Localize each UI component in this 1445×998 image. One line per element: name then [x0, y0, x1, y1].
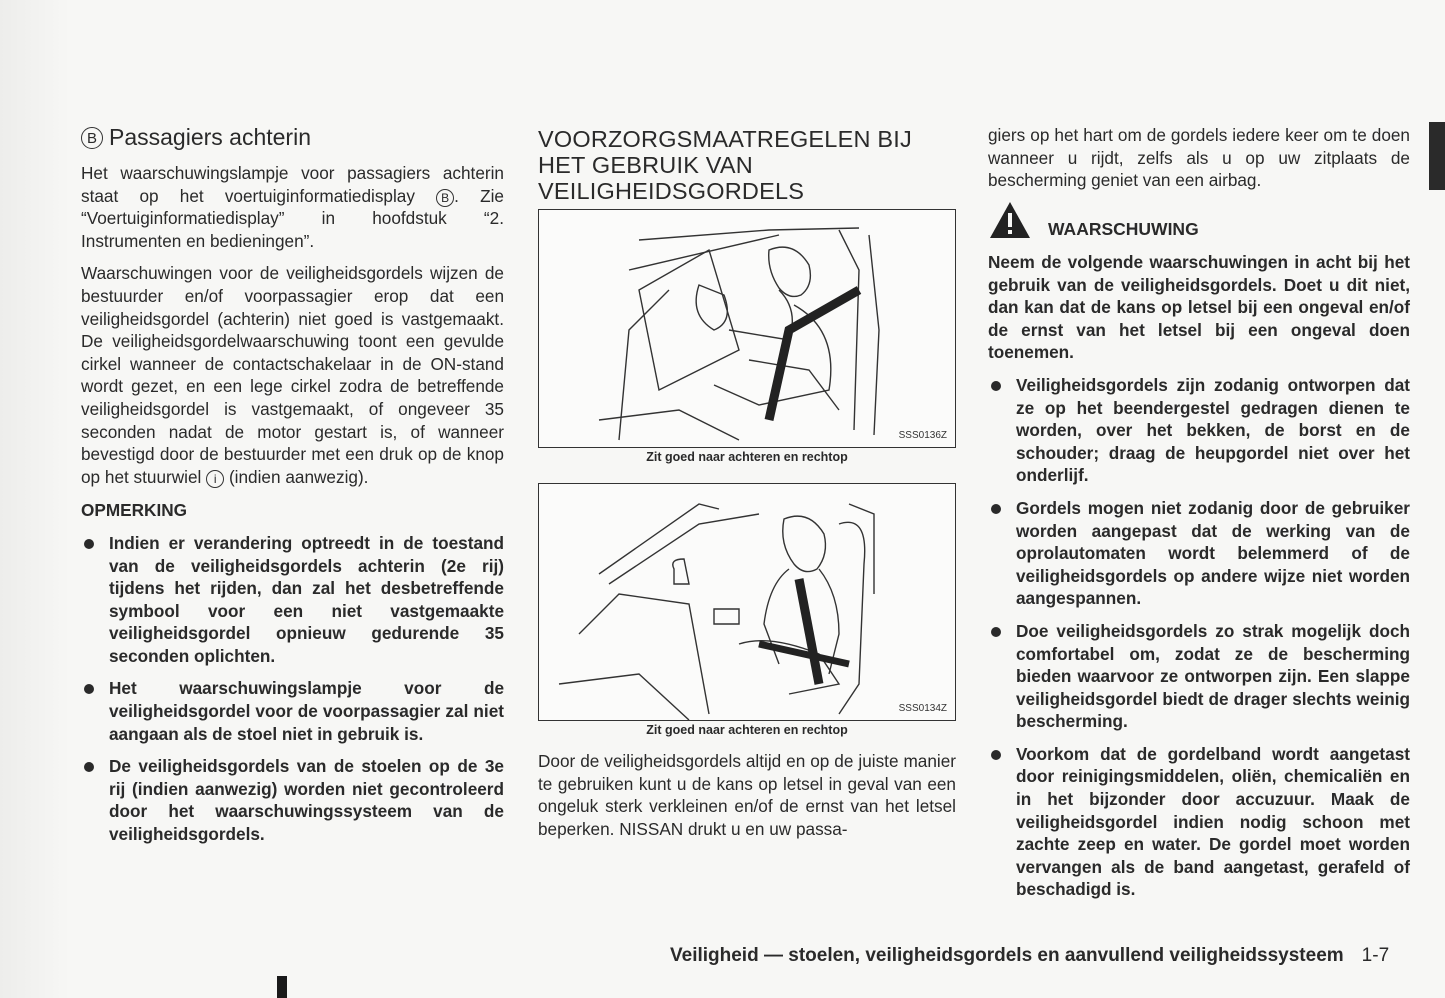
list-item: Het waarschuwingslampje voor de veiligheidsgordel voor de voorpassagier zal niet aangaan als de stoel niet in gebruik is.	[81, 677, 504, 745]
list-item: Veiligheidsgordels zijn zodanig ontworpen dat ze op het beendergestel gedragen dienen te worden, over het bekken, de borst en de schouder; draag de heupgordel niet over het onderlijf.	[988, 374, 1410, 487]
paragraph-text: Het waarschuwingslampje voor passagiers achterin staat op het voertuiginformatiedisplay	[81, 163, 504, 206]
column-middle	[538, 126, 956, 204]
circled-letter-icon: B	[436, 189, 454, 207]
paragraph-text: (indien aanwezig).	[228, 466, 369, 487]
figure-passenger-seated	[538, 483, 956, 721]
heading-line: HET GEBRUIK VAN	[538, 152, 753, 178]
section-title-text: Passagiers achterin	[109, 124, 311, 150]
list-item: Voorkom dat de gordelband wordt aangetast door reinigingsmiddelen, oliën, chemicaliën en in het bijzonder door accuzuur. Maak de veiligheidsgordel indien nodig schoon met zachte zeep en water. De gordel moet worden vervangen als de band aangetast, gerafeld of beschadigd is.	[988, 743, 1410, 901]
warning-label: WAARSCHUWING	[1048, 219, 1199, 239]
heading-line: VEILIGHEIDSGORDELS	[538, 178, 805, 204]
list-item: Gordels mogen niet zodanig door de gebruiker worden aangepast dat de werking van de oprolautomaten wordt belemmerd of de veiligheidsgordels op andere wijze niet worden aangespannen.	[988, 497, 1410, 610]
note-list	[81, 532, 504, 846]
print-mark	[277, 976, 287, 998]
chapter-heading	[538, 126, 956, 204]
figure-driver-seated	[538, 209, 956, 448]
warning-body	[988, 251, 1410, 901]
list-item: De veiligheidsgordels van de stoelen op de 3e rij (indien aanwezig) worden niet gecontroleerd door het waarschuwingssysteem van de veiligheidsgordels.	[81, 755, 504, 845]
figure-caption: Zit goed naar achteren en rechtop	[646, 450, 848, 464]
paragraph-belt-warnings	[81, 262, 504, 488]
column-left	[81, 162, 504, 846]
chapter-edge-tab	[1429, 122, 1445, 190]
warning-list	[988, 374, 1410, 901]
paragraph-text: . Zie “Voertuiginformatiedisplay” in hoofdstuk “2. Instrumenten en bedieningen”.	[81, 185, 504, 251]
section-title	[81, 124, 311, 151]
figure-code: SSS0136Z	[898, 430, 947, 441]
figure-code: SSS0134Z	[898, 703, 947, 714]
warning-intro: Neem de volgende waarschuwingen in acht bij het gebruik van de veiligheidsgordels. Doet u dit niet, dan kan dat de kans op letsel bij een ongeval en/of de ernst van het letsel bij een ongeval doen toenemen.	[988, 252, 1410, 363]
paragraph-warning-lamp	[81, 162, 504, 252]
column-middle-text	[538, 750, 956, 840]
list-item: Doe veiligheidsgordels zo strak mogelijk doch comfortabel om, zodat ze de bescherming bieden waarvoor ze ontworpen zijn. Een slappe veiligheidsgordel biedt de drager slechts weinig bescherming.	[988, 620, 1410, 733]
page-left-shade	[0, 0, 70, 998]
page-footer	[670, 945, 1389, 967]
warning-header	[988, 200, 1199, 240]
heading-line: VOORZORGSMAATREGELEN BIJ	[538, 126, 912, 152]
paragraph-belt-use: Door de veiligheidsgordels altijd en op de juiste manier te gebruiken kunt u de kans op letsel in geval van een ongeluk sterk verkleinen en/of de ernst van het letsel beperken. NISSAN drukt u en uw passa-	[538, 751, 956, 839]
column-right	[988, 124, 1410, 192]
warning-triangle-icon	[988, 200, 1032, 240]
figure-caption: Zit goed naar achteren en rechtop	[646, 723, 848, 737]
paragraph-continued: giers op het hart om de gordels iedere keer om te doen wanneer u rijdt, zelfs als u op uw zitplaats de bescherming geniet van een airbag.	[988, 125, 1410, 191]
circled-letter-icon: B	[81, 127, 103, 149]
info-button-icon: i	[206, 470, 224, 488]
paragraph-text: Waarschuwingen voor de veiligheidsgordels wijzen de bestuurder en/of voorpassagier erop dat een veiligheidsgordel (achterin) niet goed is vastgemaakt. De veiligheidsgordelwaarschuwing toont een gevulde cirkel wanneer de contactschakelaar in de ON-stand wordt gezet, en een lege cirkel zodra de betreffende veiligheidsgordel is vastgemaakt, of ongeveer 35 seconden nadat de motor gestart is, of wanneer bevestigd door de bestuurder met een druk op de knop op het stuurwiel	[81, 263, 504, 487]
driver-seatbelt-illustration	[539, 210, 955, 447]
list-item: Indien er verandering optreedt in de toestand van de veiligheidsgordels achterin (2e rij) tijdens het rijden, dan zal het desbetreffende symbool voor een niet vastgemaakte veiligheidsgordel opnieuw gedurende 35 seconden oplichten.	[81, 532, 504, 668]
footer-text: Veiligheid — stoelen, veiligheidsgordels en aanvullend veiligheidssysteem	[670, 945, 1344, 966]
passenger-seatbelt-illustration	[539, 484, 955, 720]
page-number: 1-7	[1361, 945, 1390, 966]
note-heading: OPMERKING	[81, 500, 187, 521]
